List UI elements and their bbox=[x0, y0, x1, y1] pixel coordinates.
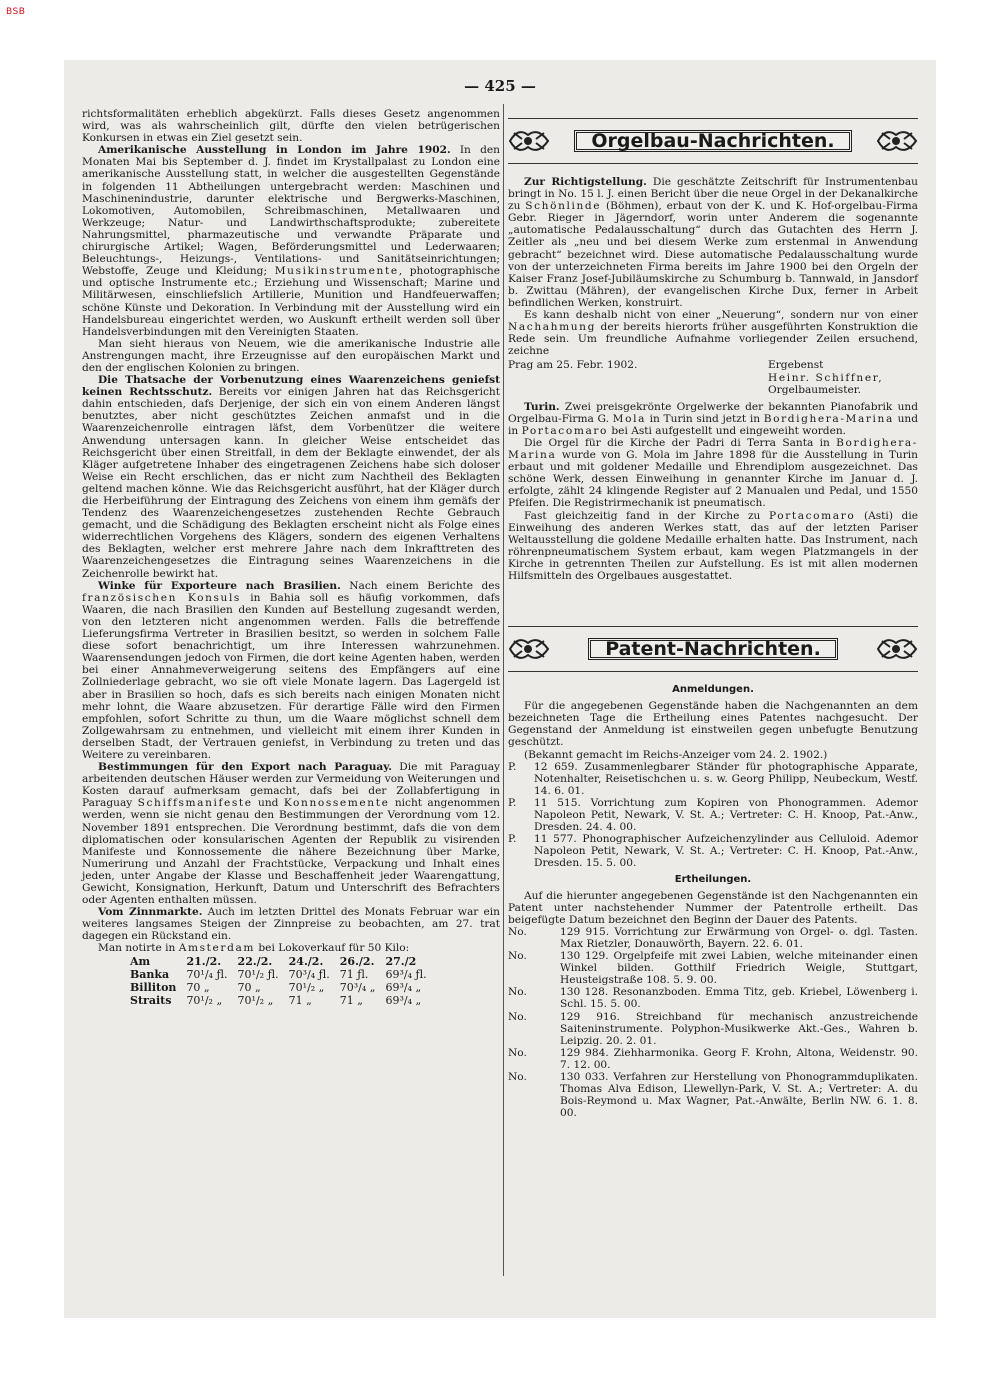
list-item: No. 130 033. Verfahren zur Herstellung von Phonogrammduplikaten. Thomas Alva Edison, Llewellyn-Park, V. St. A.; Vertreter: A. du Bois-Reymond u. Max Wagner, Pat.-Anwälte, Berlin NW. 6. 1. 8. 00. bbox=[508, 1071, 918, 1120]
table-row: Banka 70¹/₄ ƒl. 70¹/₂ ƒl. 70³/₄ ƒl. 71 ƒl. 69³/₄ ƒl. bbox=[130, 967, 427, 981]
section-banner-patent bbox=[508, 626, 918, 672]
article-trademark: Die Thatsache der Vorbenutzung eines Waarenzeichens geniefst keinen Rechtsschutz. Bereits vor einigen Jahren hat das Reichsgericht dahin entschieden, dafs Derjenige, der sich ein von einem Anderen längst benutztes, aber nicht geschütztes Zeichen anmafst und in die Waarenzeichenrolle eintragen läfst, dem Vorbenützer die weitere Anwendung untersagen kann. In gleicher Weise entscheidet das Reichsgericht über einen Streitfall, in dem der Beklagte einwendet, der als Kläger aufgetretene Inhaber des eingetragenen Zeichens habe sich doloser Weise ein Recht erschlichen, das er nicht zum Nachtheil des Beklagten geltend machen könne. Wie das Reichsgericht ausführt, hat der Kläger durch die Herbeiführung der Eintragung des Zeichens von einem ihm gemäfs der Tendenz des Waarenzeichengesetzes zustehenden Rechte Gebrauch gemacht, und die Schädigung des Beklagten erscheint nicht als Folge eines widerrechtlichen Vorgehens des Klägers, sondern des eigenen Verhaltens des Beklagten, welcher erst mehrere Jahre nach dem Inkrafttreten des Waarenzeichengesetzes die Eintragung seines Waarenzeichens in die Zeichenrolle bewirkt hat. bbox=[82, 374, 500, 580]
list-item: No. 130 128. Resonanzboden. Emma Titz, geb. Kriebel, Löwenberg i. Schl. 15. 5. 00. bbox=[508, 986, 918, 1011]
floral-ornament-icon bbox=[876, 123, 918, 159]
tin-price-table bbox=[130, 955, 437, 1007]
list-item: No. 130 129. Orgelpfeife mit zwei Labien, welche miteinander einen Winkel bilden. Gotthilf Friedrich Weigle, Stuttgart, Heusteigstraße 108. 5. 9. 00. bbox=[508, 950, 918, 987]
article-paragraph: Für die angegebenen Gegenstände haben die Nachgenannten an dem bezeichneten Tage die Ertheilung eines Patentes nachgesucht. Der Gegenstand der Anmeldung ist einstweilen gegen unbefugte Benutzung geschützt. bbox=[508, 700, 918, 749]
list-item: P. 11 515. Vorrichtung zum Kopiren von Phonogrammen. Ademor Napoleon Petit, Newark, V. St. A.; Vertreter: C. H. Knoop, Pat.-Anw., Dresden. 24. 4. 00. bbox=[508, 796, 918, 834]
list-item: No. 129 915. Vorrichtung zur Erwärmung von Orgel- o. dgl. Tasten. Max Rietzler, Donauwörth, Bayern. 22. 6. 01. bbox=[508, 925, 918, 950]
article-paragraph: Fast gleichzeitig fand in der Kirche zu Portacomaro (Asti) die Einweihung des anderen Werkes statt, das auf der letzten Pariser Weltausstellung die goldene Medaille erhalten hatte. Das Instrument, nach röhrenpneumatischem System erbaut, kam wegen Platzmangels in der Kirche in getrennten Theilen zur Aufstellung. Es ist mit allen modernen Hilfsmitteln des Orgelbaues ausgestattet. bbox=[508, 509, 918, 582]
column-divider bbox=[503, 104, 504, 1276]
article-heading: Die Thatsache der Vorbenutzung eines Waarenzeichens geniefst keinen Rechtsschutz. bbox=[82, 374, 500, 399]
article-correction: Zur Richtigstellung. Die geschätzte Zeitschrift für Instrumentenbau bringt in No. 15 l. J. einen Bericht über die neue Orgel in der Dekanalkirche zu Schönlinde (Böhmen), erbaut von der K. und K. Hof-orgelbau-Firma Gebr. Rieger in Jägerndorf, worin unter Anderem die sogenannte „automatische Pedalausschaltung“ durch das Gutachten des Herrn J. Zeitler als „neu und bei diesem Werke zum erstenmal in Anwendung gebracht“ bezeichnet wird. Diese automatische Pedalausschaltung wurde von der unterzeichneten Firma bereits im Jahre 1900 bei den Orgeln der Kaiser Franz Josef-Jubiläumskirche zu Schumburg b. Tannwald, in Jansdorf b. Zwittau (Mähren), der evangelischen Kirche Dux, ferner in Arbeit befindlichen Werken, konstruirt. bbox=[508, 176, 918, 309]
list-item: No. 129 984. Ziehharmonika. Georg F. Krohn, Altona, Weidenstr. 90. 7. 12. 00. bbox=[508, 1046, 918, 1071]
floral-ornament-icon bbox=[508, 123, 550, 159]
section-banner-organ bbox=[508, 118, 918, 164]
table-header-row: Am 21./2. 22./2. 24./2. 26./2. 27./2 bbox=[130, 954, 417, 968]
subsection-heading: Anmeldungen. bbox=[672, 684, 754, 696]
article-paragraph: Man notirte in Amsterdam bei Lokoverkauf für 50 Kilo: bbox=[98, 942, 410, 955]
article-brazil-export: Winke für Exporteure nach Brasilien. Nach einem Berichte des französischen Konsuls in Bahia soll es häufig vorkommen, dafs Waaren, die nach Brasilien den Kunden auf Bestellung zugesandt werden, von den letzteren nicht angenommen werden. Falls die betreffende Lieferungsfirma Vertreter in Brasilien besitzt, so werden in solchem Falle diese sofort benachrichtigt, um ihre Interessen wahrzunehmen. Waarensendungen jedoch von Firmen, die dort keine Agenten haben, werden bei einer Annahmeverweigerung seitens des Empfängers auf eine Zollniederlage gebracht, wo sie oft viele Monate lagern. Das Lagergeld ist aber in Brasilien so hoch, dafs es sich bereits nach einigen Monaten nicht mehr lohnt, die Waare abzusetzen. Für derartige Fälle wird den Firmen empfohlen, sofort Schritte zu thun, um die Waare möglichst schnell dem Zollgewahrsam zu entnehmen, und vielleicht mit einem ihrer Kunden in derselben Stadt, der Vertrauen geniefst, in Verbindung zu treten und das Weitere zu vereinbaren. bbox=[82, 579, 501, 761]
library-watermark: BSB bbox=[6, 7, 26, 17]
left-column bbox=[82, 108, 500, 1007]
article-tin-market: Vom Zinnmarkte. Auch im letzten Drittel des Monats Februar war ein weiteres langsames Steigen der Zinnpreise zu beobachten, am 27. trat dagegen ein Rückstand ein. bbox=[82, 906, 500, 943]
newspaper-page bbox=[64, 60, 936, 1318]
article-turin: Turin. Zwei preisgekrönte Orgelwerke der bekannten Pianofabrik und Orgelbau-Firma G. Mola in Turin sind jetzt in Bordighera-Marina und in Portacomaro bei Asti aufgestellt und eingeweiht worden. bbox=[508, 400, 918, 437]
table-row: Straits 70¹/₂ „ 70¹/₂ „ 71 „ 71 „ 69³/₄ „ bbox=[130, 993, 422, 1007]
floral-ornament-icon bbox=[876, 631, 918, 667]
page-number: — 425 — bbox=[464, 77, 536, 95]
article-paraguay-export: Bestimmungen für den Export nach Paraguay. Die mit Paraguay arbeitenden deutschen Häuser werden zur Vermeidung von Weiterungen und Kosten darauf aufmerksam gemacht, dafs bei der Zollabfertigung in Paraguay Schiffsmanifeste und Konnossemente nicht angenommen werden, wenn sie nicht genau den Bestimmungen der Verordnung vom 12. November 1891 entsprechen. Die Verordnung bestimmt, dafs die von dem diplomatischen oder konsularischen Agenten der Republik zu visirenden Manifeste und Konnossemente die nähere Bezeichnung über Marke, Numerirung und Anzahl der Frachtstücke, Verpackung und Inhalt eines jeden, unter Angabe der Klasse und Beschaffenheit jeder Waarengattung, Gewicht, Konsignation, Herkunft, Datum und Unterschrift des Befrachters oder Agenten enthalten müssen. bbox=[82, 761, 500, 907]
intro-paragraph: richtsformalitäten erheblich abgekürzt. Falls dieses Gesetz angenommen wird, was als wahrscheinlich gilt, dürfte den vielen betrügerischen Konkursen in etwas ein Ziel gesetzt sein. bbox=[82, 108, 500, 145]
signature-place-date: Prag am 25. Febr. 1902. bbox=[508, 359, 638, 372]
article-heading: Turin. bbox=[524, 400, 560, 413]
section-title: Orgelbau-Nachrichten. bbox=[574, 130, 851, 152]
right-column bbox=[508, 108, 918, 1119]
subsection-heading: Ertheilungen. bbox=[674, 873, 752, 885]
article-paragraph: Es kann deshalb nicht von einer „Neuerung“, sondern nur von einer Nachahmung der bereits hierorts früher ausgeführten Konstruktion die Rede sein. Um freundliche Aufnahme vorliegender Zeilen ersuchend, zeichne bbox=[508, 309, 918, 358]
article-heading: Bestimmungen für den Export nach Paraguay. bbox=[98, 761, 392, 774]
article-american-exhibition: Amerikanische Ausstellung in London im Jahre 1902. In den Monaten Mai bis September d. J. findet im Krystallpalast zu London eine amerikanische Ausstellung statt, in welcher die ausgestellten Gegenstände in folgenden 11 Abtheilungen untergebracht werden: Maschinen und Maschinenindustrie, darunter elektrische und Bergwerks-Maschinen, Lokomotiven, Automobilen, Schreibmaschinen, Metallwaaren und Werkzeuge; Natur- und Landwirthschaftsprodukte; zubereitete Nahrungsmittel, pharmazeutische und verwandte Präparate und chirurgische Artikel; Wagen, Beförderungsmittel und Lederwaaren; Beleuchtungs-, Heizungs-, Ventilations- und Sanitätseinrichtungen; Webstoffe, Zeuge und Kleidung; Musikinstrumente, photographische und optische Instrumente etc.; Erziehung und Wissenschaft; Marine und Militärwesen, einschliefslich Artillerie, Munition und Handfeuerwaffen; schöne Künste und Dekoration. In Verbindung mit der Ausstellung wird ein Handelsbureau eingerichtet werden, wo Auskunft ertheilt werden soll über Handelsverbindungen mit den Vereinigten Staaten. bbox=[82, 144, 501, 338]
list-item: P. 12 659. Zusammenlegbarer Ständer für photographische Apparate, Notenhalter, Reisetischchen u. s. w. Georg Philipp, Neubeckum, Westf. 14. 6. 01. bbox=[508, 760, 918, 797]
article-paragraph: Die Orgel für die Kirche der Padri di Terra Santa in Bordighera-Marina wurde von G. Mola im Jahre 1898 für die Ausstellung in Turin erbaut und mit goldener Medaille und Ehrendiplom ausgezeichnet. Das schöne Werk, dessen Einweihung in genannter Kirche im Januar d. J. erfolgte, zählt 24 klingende Register auf 2 Manualen und Pedal, und 1550 Pfeifen. Die Registrirmechanik ist pneumatisch. bbox=[508, 436, 918, 510]
signature-block: Prag am 25. Febr. 1902. Ergebenst Heinr. Schiffner, Orgelbaumeister. bbox=[508, 359, 918, 395]
article-paragraph: Man sieht hieraus von Neuem, wie die amerikanische Industrie alle Anstrengungen macht, ihre Erzeugnisse auf den europäischen Markt und den der englischen Kolonien zu bringen. bbox=[82, 337, 500, 374]
article-heading: Zur Richtigstellung. bbox=[524, 176, 647, 188]
article-heading: Vom Zinnmarkte. bbox=[98, 906, 203, 919]
list-item: No. 129 916. Streichband für mechanisch anzustreichende Saiteninstrumente. Polyphon-Musikwerke Akt.-Ges., Wahren b. Leipzig. 20. 2. 01. bbox=[508, 1010, 918, 1047]
announcement-note: (Bekannt gemacht im Reichs-Anzeiger vom 24. 2. 1902.) bbox=[524, 748, 828, 761]
article-heading: Amerikanische Ausstellung in London im Jahre 1902. bbox=[98, 144, 451, 157]
table-row: Billiton 70 „ 70 „ 70¹/₂ „ 70³/₄ „ 69³/₄ „ bbox=[130, 980, 422, 994]
floral-ornament-icon bbox=[508, 631, 550, 667]
article-paragraph: Auf die hierunter angegebenen Gegenstände ist den Nachgenannten ein Patent unter nachstehender Nummer der Patentrolle ertheilt. Das beigefügte Datum bezeichnet den Beginn der Dauer des Patents. bbox=[508, 889, 918, 926]
signature-name: Heinr. Schiffner, bbox=[768, 371, 884, 384]
section-title: Patent-Nachrichten. bbox=[588, 638, 838, 660]
list-item: P. 11 577. Phonographischer Aufzeichenzylinder aus Celluloid. Ademor Napoleon Petit, Newark, V. St. A.; Vertreter: C. H. Knoop, Pat.-Anw., Dresden. 15. 5. 00. bbox=[508, 833, 918, 870]
article-heading: Winke für Exporteure nach Brasilien. bbox=[98, 579, 341, 592]
